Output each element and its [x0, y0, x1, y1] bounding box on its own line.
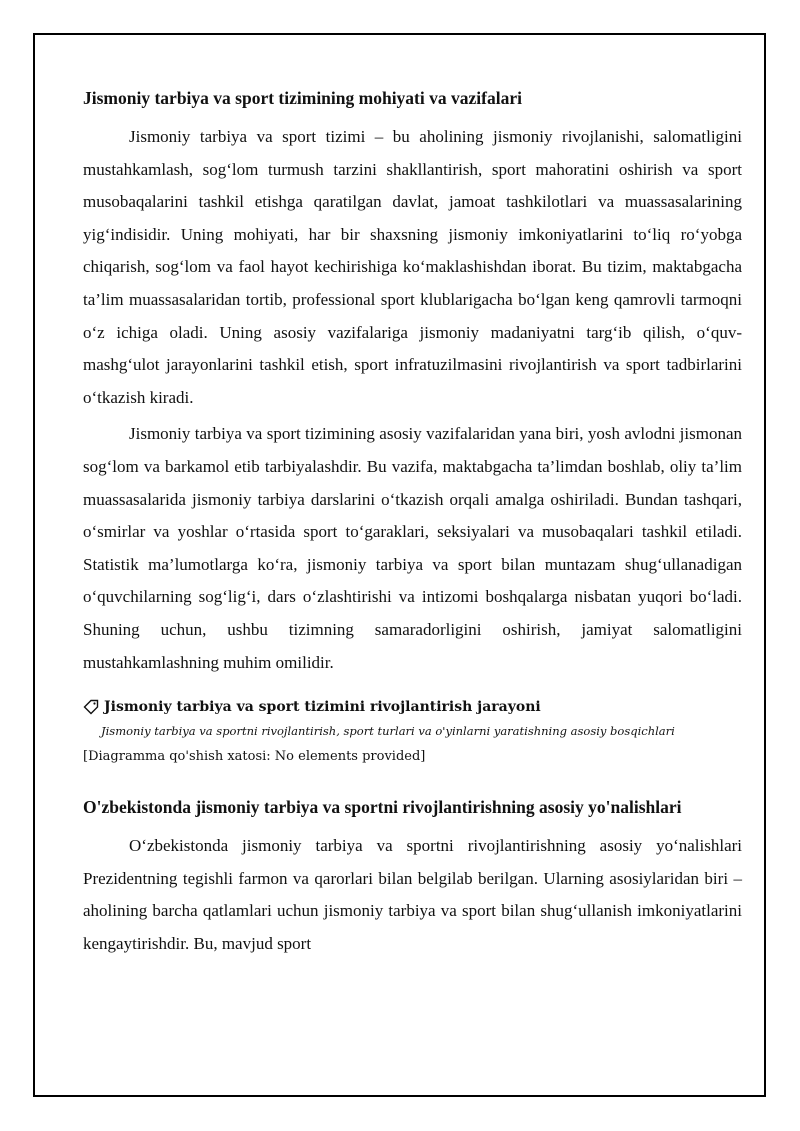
diagram-block	[83, 697, 742, 767]
diagram-subtitle: Jismoniy tarbiya va sportni rivojlantirish, sport turlari va o'yinlarni yaratishning asosiy bosqichlari	[101, 724, 675, 739]
section-heading: Jismoniy tarbiya va sport tizimining mohiyati va vazifalari	[83, 88, 522, 108]
body-paragraph: Jismoniy tarbiya va sport tizimi – bu aholining jismoniy rivojlanishi, salomatligini mustahkamlash, sog‘lom turmush tarzini shakllantirish, sport mahoratini oshirish va sport musobaqalarini tashkil etishga qaratilgan davlat, jamoat tashkilotlari va muassasalarining yig‘indisidir. Uning mohiyati, har bir shaxsning jismoniy imkoniyatlarini to‘liq ro‘yobga chiqarish, sog‘lom va faol hayot kechirishiga ko‘maklashishdan iborat. Bu tizim, maktabgacha ta’lim muassasalaridan tortib, professional sport klublarigacha bo‘lgan keng qamrovli tarmoqni o‘z ichiga oladi. Uning asosiy vazifalariga jismoniy madaniyatni targ‘ib qilish, o‘quv-mashg‘ulot jarayonlarini tashkil etish, sport infratuzilmasini rivojlantirish va sport tadbirlarini o‘tkazish kiradi.	[83, 127, 742, 407]
section-heading: O'zbekistonda jismoniy tarbiya va sportni rivojlantirishning asosiy yo'nalishlari	[83, 797, 682, 818]
body-paragraph: O‘zbekistonda jismoniy tarbiya va sportni rivojlantirishning asosiy yo‘nalishlari Prezidentning tegishli farmon va qarorlari bilan belgilab berilgan. Ularning asosiylaridan biri – aholining barcha qatlamlari uchun jismoniy tarbiya va sport bilan shug‘ullanish imkoniyatlarini kengaytirishdir. Bu, mavjud sport	[83, 836, 742, 953]
document-content	[83, 82, 742, 964]
diagram-error-message: [Diagramma qo'shish xatosi: No elements provided]	[83, 749, 426, 765]
diagram-title: Jismoniy tarbiya va sport tizimini rivojlantirish jarayoni	[104, 699, 541, 716]
diagram-title-row	[83, 697, 742, 717]
tag-icon	[83, 699, 99, 715]
body-paragraph: Jismoniy tarbiya va sport tizimining asosiy vazifalaridan yana biri, yosh avlodni jismonan sog‘lom va barkamol etib tarbiyalashdir. Bu vazifa, maktabgacha ta’limdan boshlab, oliy ta’lim muassasalarida jismoniy tarbiya darslarini o‘tkazish orqali amalga oshiriladi. Bundan tashqari, o‘smirlar va yoshlar o‘rtasida sport to‘garaklari, seksiyalari va musobaqalari tashkil etiladi. Statistik ma’lumotlarga ko‘ra, jismoniy tarbiya va sport bilan muntazam shug‘ullanadigan o‘quvchilarning sog‘lig‘i, dars o‘zlashtirishi va intizomi boshqalarga nisbatan yuqori bo‘ladi. Shuning uchun, ushbu tizimning samaradorligini oshirish, jamiyat salomatligini mustahkamlashning muhim omilidir.	[83, 424, 742, 672]
